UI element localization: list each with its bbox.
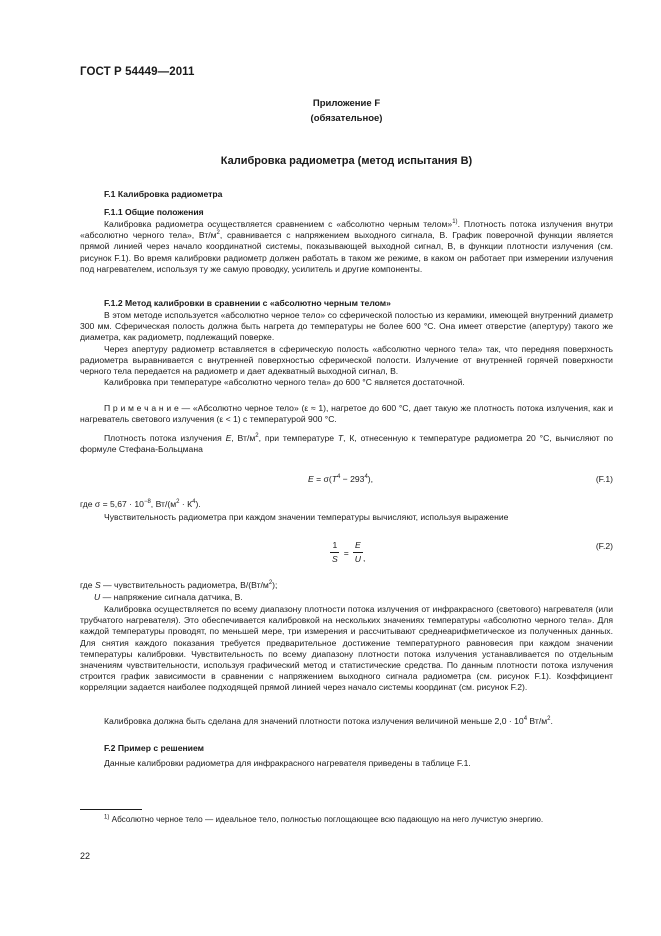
- footnote-ref: 1): [452, 219, 458, 226]
- where-s: [80, 580, 613, 591]
- text-run: , Вт/(м: [150, 499, 177, 509]
- fraction-numerator: 1: [330, 540, 339, 553]
- text-run: Калибровка радиометра осуществляется сравнением с «абсолютно черным телом»: [104, 219, 453, 229]
- where-sigma: [80, 499, 613, 510]
- superscript: 2: [268, 580, 273, 587]
- page-title: Калибровка радиометра (метод испытания В): [220, 155, 473, 167]
- fraction-denominator: S: [332, 554, 338, 564]
- footnote: [80, 814, 613, 825]
- paragraph-flux: [80, 433, 613, 455]
- text-run: где: [80, 580, 95, 590]
- text-run: ).: [195, 499, 201, 509]
- superscript: −8: [143, 499, 151, 506]
- text-run: .: [550, 716, 553, 726]
- superscript: 2: [176, 499, 180, 506]
- symbol-s: S: [94, 580, 101, 590]
- fraction-denominator: U: [354, 554, 361, 564]
- paragraph-sensitivity: [80, 512, 613, 523]
- fraction-numerator: Е: [353, 540, 363, 553]
- footnote-text: Абсолютно черное тело — идеальное тело, полностью поглощающее всю падающую на него лучистую энергию.: [109, 815, 544, 824]
- section-f12-heading: F.1.2 Метод калибровки в сравнении с «абсолютно черным телом»: [104, 298, 391, 308]
- eq-sup: 4: [336, 474, 341, 481]
- text-run: . Плотность потока излучения внутри «абсолютно черного тела», Вт/м: [80, 219, 613, 241]
- text-run: · К: [179, 499, 193, 509]
- paragraph-general: [80, 219, 613, 275]
- paragraph-text: Чувствительность радиометра при каждом значении температуры вычисляют, используя выражение: [104, 512, 509, 522]
- text-run: , К, отнесенную к температуре радиометра 20 °С, вычисляют по формуле Стефана-Больцмана: [80, 433, 614, 455]
- note-label: П р и м е ч а н и е: [104, 403, 179, 413]
- standard-header: ГОСТ Р 54449—2011: [80, 66, 195, 78]
- text-run: Плотность потока излучения: [104, 433, 226, 443]
- eq-term: = σ(: [313, 474, 332, 484]
- text-run: , при температуре: [258, 433, 338, 443]
- section-f2-heading: F.2 Пример с решением: [104, 743, 204, 753]
- equation-f1: [308, 474, 373, 484]
- superscript: 4: [523, 716, 528, 723]
- equation-f2-number: (F.2): [595, 541, 613, 551]
- paragraph-table-ref: [80, 758, 613, 769]
- section-f11-heading: F.1.1 Общие положения: [104, 207, 204, 217]
- paragraph-block-method: [80, 310, 613, 388]
- symbol-t: Т: [337, 433, 344, 443]
- equation-f1-number: (F.1): [595, 474, 613, 484]
- note-block: [80, 403, 613, 425]
- text-run: где σ = 5,67 · 10: [80, 499, 144, 509]
- annex-label: Приложение F: [312, 98, 381, 109]
- paragraph-text: Калибровка осуществляется по всему диапазону плотности потока излучения от инфракрасного (светового) нагревателя (или трубчатого нагревателя). Это обеспечивается калибровкой на нескольких значениях температуры «абсолютно черного тела». Для каждой температуры проводят, по меньшей мере, три измерения и рассчитывают среднеарифметическое из полученных данных. Для снятия каждого показания требуется предварительное достижение температурного равновесия при каждом значении температуры калибровки. Чувствительность по всему диапазону плотности потока излучения устанавливается по отдельным значениям чувствительности, используя графический метод и статистические средства. По данным плотности потока излучения строится график зависимости в сравнении с напряжением выходного сигнала радиометра (см. рисунок F.1). Коэффициент корреляции задается наиболее подходящей прямой линией через начало системы координат (см. рисунок F.2).: [80, 604, 613, 693]
- text-run: Вт/м: [527, 716, 548, 726]
- eq-term: Т: [331, 474, 337, 484]
- text-run: , Вт/м: [231, 433, 256, 443]
- superscript: 2: [255, 433, 259, 440]
- page-number: 22: [80, 851, 91, 861]
- superscript: 2: [547, 716, 551, 723]
- paragraph-calibration-range: [80, 604, 613, 694]
- symbol-e: Е: [225, 433, 232, 443]
- paragraph-text: Данные калибровки радиометра для инфракрасного нагревателя приведены в таблице F.1.: [104, 758, 471, 768]
- eq-comma: ,: [362, 552, 366, 563]
- equation-f2: [330, 540, 370, 565]
- annex-status: (обязательное): [310, 113, 383, 124]
- symbol-u: U: [94, 592, 101, 602]
- text-run: Калибровка должна быть сделана для значений плотности потока излучения величиной меньше 2,0 · 10: [104, 716, 524, 726]
- footnote-divider: [80, 809, 142, 810]
- paragraph-method: В этом методе используется «абсолютно черное тело» со сферической полостью из керамики, имеющей внутренний диаметр 300 мм. Сферическая полость должна быть нагрета до температуры не более 600 °С. Она имеет отверстие (апертуру) такого же диаметра, как радиометр, подлежащий поверке.: [80, 310, 613, 343]
- superscript: 4: [192, 499, 196, 506]
- where-u: [94, 592, 614, 603]
- eq-sup: 4: [364, 474, 368, 481]
- text-run: );: [272, 580, 278, 590]
- equals-sign: =: [343, 547, 349, 558]
- eq-term: ),: [367, 474, 374, 484]
- text-run: , сравнивается с напряжением выходного сигнала, В. График поверочной функции является прямой линией через начало координатной системы, показывающей выходной сигнал, В, в функции плотности излучения (см. рисунок F.1). Во время калибровки радиометр должен работать в таком же режиме, в каком он работает при измерении излучения под нагревателем, используя ту же самую проводку, усилитель и другие компоненты.: [80, 230, 613, 274]
- annex-heading: [80, 96, 613, 126]
- superscript: 2: [216, 230, 220, 237]
- eq-term: Е: [308, 474, 314, 484]
- paragraph-sufficient: Калибровка при температуре «абсолютно черного тела» до 600 °С является достаточной.: [104, 377, 465, 388]
- note-text: — «Абсолютно черное тело» (ε ≈ 1), нагретое до 600 °С, дает такую же плотность потока излучения, как и нагреватель светового излучения (ε < 1) с температурой 900 °С.: [80, 403, 614, 425]
- paragraph-limit: [80, 716, 613, 727]
- paragraph-aperture: Через апертуру радиометр вставляется в сферическую полость «абсолютно черного тела» так, что передняя поверхность радиометра выравнивается с внутренней поверхностью сферической полости. Излучение от внутренней горячей поверхности черного тела передается на радиометр и дает адекватный выходной сигнал, В.: [80, 343, 613, 377]
- text-run: — напряжение сигнала датчика, В.: [100, 592, 243, 602]
- footnote-mark: 1): [104, 814, 110, 821]
- eq-term: − 293: [340, 474, 365, 484]
- text-run: — чувствительность радиометра, В/(Вт/м: [100, 580, 269, 590]
- section-f1-heading: F.1 Калибровка радиометра: [104, 189, 223, 199]
